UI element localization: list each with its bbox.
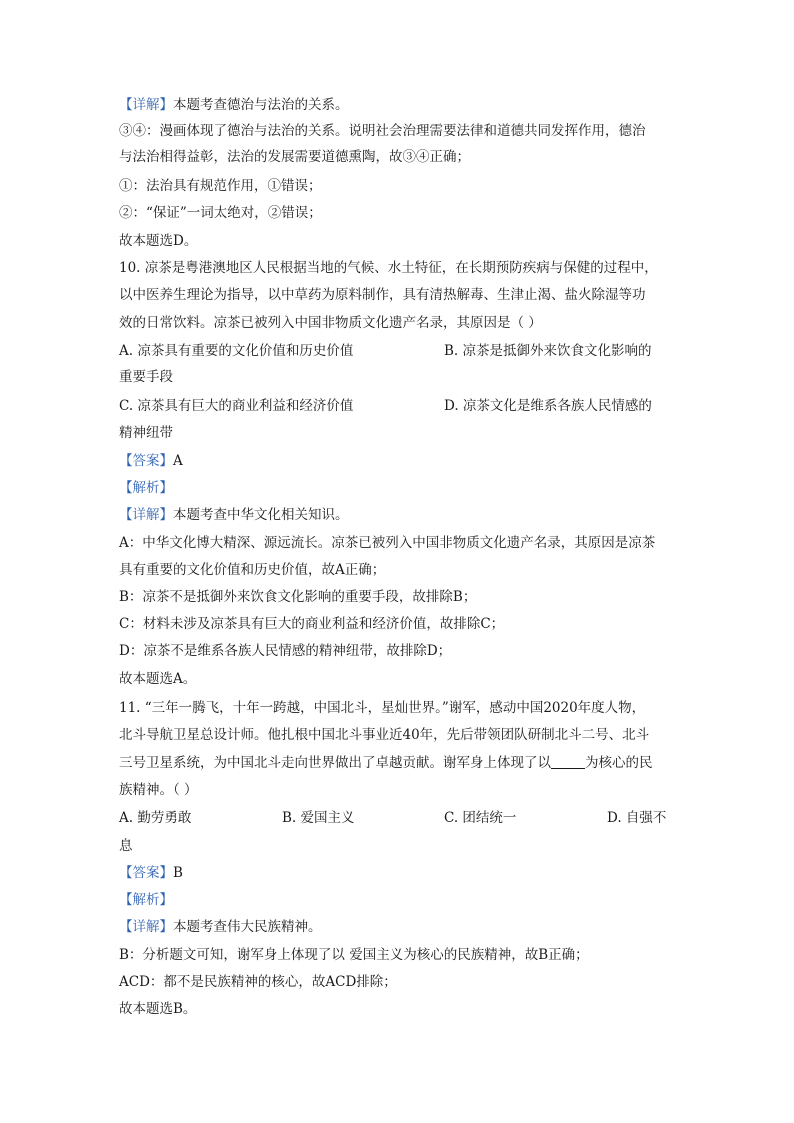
q10-option-b-cont: 重要手段 (119, 369, 173, 385)
detail-text: 本题考查伟大民族精神。 (173, 919, 322, 935)
q10-stem-line-3: 效的日常饮料。凉茶已被列入中国非物质文化遗产名录，其原因是（ ） (119, 315, 542, 331)
q11-option-a: A. 勤劳勇敢 (119, 810, 192, 826)
q11-option-b: B. 爱国主义 (282, 810, 355, 826)
q10-stem-line-2: 以中医养生理论为指导，以中草药为原料制作，具有清热解毒、生津止渴、盐火除湿等功 (119, 287, 646, 303)
q10-explain-a-line-1: A：中华文化博大精深、源远流长。凉茶已被列入中国非物质文化遗产名录，其原因是凉茶 (119, 535, 656, 551)
q10-stem-line-1: 10. 凉茶是粤港澳地区人民根据当地的气候、水土特征，在长期预防疾病与保健的过程中， (119, 260, 658, 276)
q10-option-a: A. 凉茶具有重要的文化价值和历史价值 (119, 343, 354, 359)
q9-detail-line (119, 95, 349, 115)
q11-conclusion: 故本题选B。 (119, 1001, 197, 1017)
q10-answer-line (119, 451, 183, 471)
q11-stem-line-3-pre: 三号卫星系统，为中国北斗走向世界做出了卓越贡献。谢军身上体现了以 (119, 755, 551, 771)
q10-explain-b: B：凉茶不是抵御外来饮食文化影响的重要手段，故排除B； (119, 589, 477, 605)
q10-explain-c: C：材料未涉及凉茶具有巨大的商业利益和经济价值，故排除C； (119, 616, 505, 632)
q11-option-d-cont: 息 (119, 838, 133, 854)
q9-item-2: ②：“保证”一词太绝对，②错误； (119, 205, 322, 221)
q11-answer-line (119, 863, 183, 883)
q9-conclusion: 故本题选D。 (119, 233, 198, 249)
q11-stem-line-2: 北斗导航卫星总设计师。他扎根中国北斗事业近40年，先后带领团队研制北斗二号、北斗 (119, 727, 650, 743)
detail-text: 本题考查德治与法治的关系。 (173, 97, 349, 113)
q11-analysis-tag: 【解析】 (119, 892, 173, 908)
fill-blank (551, 754, 585, 769)
answer-tag: 【答案】 (119, 865, 173, 881)
answer-tag: 【答案】 (119, 453, 173, 469)
q11-stem-line-3-post: 为核心的民 (585, 755, 653, 771)
q11-option-d: D. 自强不 (607, 810, 667, 826)
q11-stem-line-3 (119, 753, 653, 773)
answer-value: A (173, 453, 183, 469)
q11-detail-line (119, 917, 322, 937)
q10-option-d-cont: 精神纽带 (119, 425, 173, 441)
q10-detail-line (119, 505, 349, 525)
q10-explain-d: D：凉茶不是维系各族人民情感的精神纽带，故排除D； (119, 643, 452, 659)
detail-text: 本题考查中华文化相关知识。 (173, 507, 349, 523)
q10-explain-a-line-2: 具有重要的文化价值和历史价值，故A正确； (119, 562, 386, 578)
detail-tag: 【详解】 (119, 97, 173, 113)
q9-analysis-line-1: ③④：漫画体现了德治与法治的关系。说明社会治理需要法律和道德共同发挥作用，德治 (119, 123, 646, 139)
q10-conclusion: 故本题选A。 (119, 671, 197, 687)
detail-tag: 【详解】 (119, 919, 173, 935)
detail-tag: 【详解】 (119, 507, 173, 523)
q11-explain-b: B：分析题文可知，谢军身上体现了以 爱国主义为核心的民族精神，故B正确； (119, 947, 589, 963)
q9-analysis-line-2: 与法治相得益彰，法治的发展需要道德熏陶，故③④正确； (119, 149, 470, 165)
q11-option-c: C. 团结统一 (444, 810, 517, 826)
q10-option-c: C. 凉茶具有巨大的商业利益和经济价值 (119, 398, 354, 414)
q10-analysis-tag: 【解析】 (119, 480, 173, 496)
q11-explain-acd: ACD：都不是民族精神的核心，故ACD排除； (119, 974, 397, 990)
q10-option-b: B. 凉茶是抵御外来饮食文化影响的 (444, 343, 652, 359)
q11-stem-line-1: 11. “三年一腾飞，十年一跨越，中国北斗，星灿世界。”谢军，感动中国2020年度人物， (119, 700, 646, 716)
q9-item-1: ①：法治具有规范作用，①错误； (119, 178, 322, 194)
q10-option-d: D. 凉茶文化是维系各族人民情感的 (444, 398, 652, 414)
q11-stem-line-4: 族精神。（ ） (119, 782, 198, 798)
answer-value: B (173, 865, 183, 881)
